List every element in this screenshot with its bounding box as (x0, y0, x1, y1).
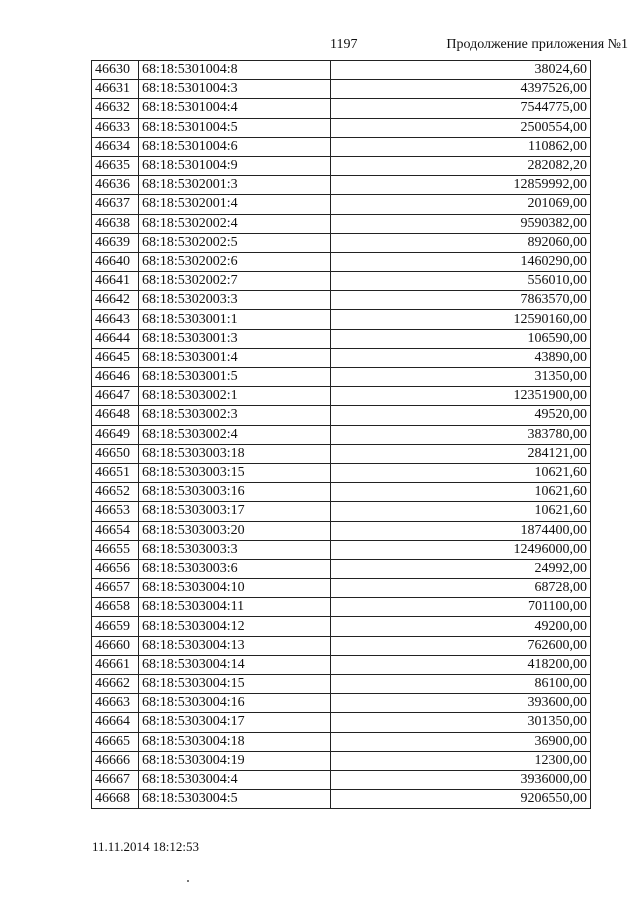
cadastral-number-cell: 68:18:5303003:3 (139, 540, 331, 559)
cadastral-number-cell: 68:18:5303001:4 (139, 348, 331, 367)
row-number-cell: 46639 (92, 233, 139, 252)
value-cell: 38024,60 (331, 61, 591, 80)
row-number-cell: 46661 (92, 655, 139, 674)
cadastral-number-cell: 68:18:5303004:11 (139, 598, 331, 617)
cadastral-number-cell: 68:18:5303003:20 (139, 521, 331, 540)
row-number-cell: 46631 (92, 80, 139, 99)
cadastral-number-cell: 68:18:5303003:18 (139, 444, 331, 463)
row-number-cell: 46640 (92, 252, 139, 271)
cadastral-number-cell: 68:18:5303004:15 (139, 675, 331, 694)
table-row (92, 368, 591, 387)
value-cell: 701100,00 (331, 598, 591, 617)
cadastral-number-cell: 68:18:5302001:3 (139, 176, 331, 195)
row-number-cell: 46637 (92, 195, 139, 214)
table-body (92, 61, 591, 809)
table-row (92, 137, 591, 156)
value-cell: 556010,00 (331, 272, 591, 291)
row-number-cell: 46656 (92, 559, 139, 578)
table-row (92, 444, 591, 463)
value-cell: 7863570,00 (331, 291, 591, 310)
table-row (92, 790, 591, 809)
scan-dot-mark (187, 880, 189, 882)
row-number-cell: 46638 (92, 214, 139, 233)
table-row (92, 310, 591, 329)
cadastral-number-cell: 68:18:5301004:8 (139, 61, 331, 80)
row-number-cell: 46633 (92, 118, 139, 137)
table-row (92, 770, 591, 789)
row-number-cell: 46642 (92, 291, 139, 310)
cadastral-number-cell: 68:18:5302002:7 (139, 272, 331, 291)
table-row (92, 598, 591, 617)
row-number-cell: 46643 (92, 310, 139, 329)
page-caption: Продолжение приложения №1 (446, 37, 628, 52)
row-number-cell: 46635 (92, 156, 139, 175)
value-cell: 10621,60 (331, 483, 591, 502)
value-cell: 36900,00 (331, 732, 591, 751)
cadastral-number-cell: 68:18:5303002:4 (139, 425, 331, 444)
row-number-cell: 46657 (92, 579, 139, 598)
value-cell: 418200,00 (331, 655, 591, 674)
cadastral-number-cell: 68:18:5301004:9 (139, 156, 331, 175)
cadastral-number-cell: 68:18:5303002:1 (139, 387, 331, 406)
value-cell: 282082,20 (331, 156, 591, 175)
value-cell: 106590,00 (331, 329, 591, 348)
row-number-cell: 46630 (92, 61, 139, 80)
cadastral-number-cell: 68:18:5303004:17 (139, 713, 331, 732)
value-cell: 1460290,00 (331, 252, 591, 271)
cadastral-number-cell: 68:18:5301004:4 (139, 99, 331, 118)
table-row (92, 387, 591, 406)
cadastral-number-cell: 68:18:5303004:5 (139, 790, 331, 809)
table-row (92, 502, 591, 521)
table-row (92, 463, 591, 482)
row-number-cell: 46651 (92, 463, 139, 482)
cadastral-number-cell: 68:18:5302002:5 (139, 233, 331, 252)
print-timestamp: 11.11.2014 18:12:53 (92, 839, 200, 854)
row-number-cell: 46664 (92, 713, 139, 732)
row-number-cell: 46652 (92, 483, 139, 502)
value-cell: 86100,00 (331, 675, 591, 694)
value-cell: 383780,00 (331, 425, 591, 444)
table-row (92, 521, 591, 540)
table-row (92, 272, 591, 291)
table-row (92, 540, 591, 559)
row-number-cell: 46654 (92, 521, 139, 540)
value-cell: 284121,00 (331, 444, 591, 463)
table-row (92, 195, 591, 214)
page-number: 1197 (330, 37, 358, 52)
table-row (92, 579, 591, 598)
cadastral-number-cell: 68:18:5303003:6 (139, 559, 331, 578)
row-number-cell: 46662 (92, 675, 139, 694)
row-number-cell: 46653 (92, 502, 139, 521)
value-cell: 201069,00 (331, 195, 591, 214)
table-row (92, 252, 591, 271)
table-row (92, 329, 591, 348)
row-number-cell: 46646 (92, 368, 139, 387)
value-cell: 9590382,00 (331, 214, 591, 233)
row-number-cell: 46647 (92, 387, 139, 406)
cadastral-number-cell: 68:18:5302002:6 (139, 252, 331, 271)
row-number-cell: 46636 (92, 176, 139, 195)
value-cell: 2500554,00 (331, 118, 591, 137)
value-cell: 393600,00 (331, 694, 591, 713)
cadastral-number-cell: 68:18:5303001:5 (139, 368, 331, 387)
row-number-cell: 46632 (92, 99, 139, 118)
cadastral-number-cell: 68:18:5303004:10 (139, 579, 331, 598)
cadastral-number-cell: 68:18:5303004:18 (139, 732, 331, 751)
table-row (92, 483, 591, 502)
cadastral-number-cell: 68:18:5303002:3 (139, 406, 331, 425)
table-row (92, 99, 591, 118)
cadastral-number-cell: 68:18:5301004:6 (139, 137, 331, 156)
value-cell: 10621,60 (331, 463, 591, 482)
table-row (92, 675, 591, 694)
value-cell: 12590160,00 (331, 310, 591, 329)
cadastral-number-cell: 68:18:5303003:15 (139, 463, 331, 482)
table-row (92, 559, 591, 578)
table-row (92, 291, 591, 310)
value-cell: 12351900,00 (331, 387, 591, 406)
row-number-cell: 46660 (92, 636, 139, 655)
table-row (92, 80, 591, 99)
table-row (92, 425, 591, 444)
cadastral-number-cell: 68:18:5302002:4 (139, 214, 331, 233)
cadastral-number-cell: 68:18:5301004:3 (139, 80, 331, 99)
row-number-cell: 46634 (92, 137, 139, 156)
row-number-cell: 46668 (92, 790, 139, 809)
table-row (92, 156, 591, 175)
value-cell: 24992,00 (331, 559, 591, 578)
cadastral-number-cell: 68:18:5302003:3 (139, 291, 331, 310)
table-row (92, 751, 591, 770)
table-row (92, 713, 591, 732)
cadastral-number-cell: 68:18:5303004:12 (139, 617, 331, 636)
table-row (92, 732, 591, 751)
table-row (92, 176, 591, 195)
row-number-cell: 46655 (92, 540, 139, 559)
value-cell: 49520,00 (331, 406, 591, 425)
table-row (92, 348, 591, 367)
cadastral-number-cell: 68:18:5302001:4 (139, 195, 331, 214)
row-number-cell: 46641 (92, 272, 139, 291)
row-number-cell: 46658 (92, 598, 139, 617)
value-cell: 1874400,00 (331, 521, 591, 540)
table-row (92, 118, 591, 137)
value-cell: 43890,00 (331, 348, 591, 367)
row-number-cell: 46667 (92, 770, 139, 789)
cadastral-number-cell: 68:18:5303001:3 (139, 329, 331, 348)
table-row (92, 617, 591, 636)
table-row (92, 61, 591, 80)
cadastral-number-cell: 68:18:5303004:4 (139, 770, 331, 789)
cadastral-number-cell: 68:18:5303004:19 (139, 751, 331, 770)
cadastral-number-cell: 68:18:5303004:16 (139, 694, 331, 713)
row-number-cell: 46648 (92, 406, 139, 425)
data-table (91, 60, 591, 809)
table-row (92, 636, 591, 655)
value-cell: 49200,00 (331, 617, 591, 636)
table-row (92, 406, 591, 425)
table-row (92, 233, 591, 252)
value-cell: 12300,00 (331, 751, 591, 770)
row-number-cell: 46659 (92, 617, 139, 636)
value-cell: 68728,00 (331, 579, 591, 598)
row-number-cell: 46645 (92, 348, 139, 367)
value-cell: 10621,60 (331, 502, 591, 521)
cadastral-number-cell: 68:18:5303004:13 (139, 636, 331, 655)
cadastral-number-cell: 68:18:5301004:5 (139, 118, 331, 137)
row-number-cell: 46666 (92, 751, 139, 770)
row-number-cell: 46649 (92, 425, 139, 444)
value-cell: 9206550,00 (331, 790, 591, 809)
table-row (92, 214, 591, 233)
table-row (92, 655, 591, 674)
value-cell: 12859992,00 (331, 176, 591, 195)
row-number-cell: 46644 (92, 329, 139, 348)
value-cell: 4397526,00 (331, 80, 591, 99)
value-cell: 31350,00 (331, 368, 591, 387)
value-cell: 12496000,00 (331, 540, 591, 559)
row-number-cell: 46650 (92, 444, 139, 463)
cadastral-number-cell: 68:18:5303003:17 (139, 502, 331, 521)
cadastral-number-cell: 68:18:5303003:16 (139, 483, 331, 502)
cadastral-number-cell: 68:18:5303001:1 (139, 310, 331, 329)
value-cell: 301350,00 (331, 713, 591, 732)
value-cell: 892060,00 (331, 233, 591, 252)
row-number-cell: 46663 (92, 694, 139, 713)
row-number-cell: 46665 (92, 732, 139, 751)
value-cell: 7544775,00 (331, 99, 591, 118)
cadastral-number-cell: 68:18:5303004:14 (139, 655, 331, 674)
value-cell: 110862,00 (331, 137, 591, 156)
table-row (92, 694, 591, 713)
value-cell: 3936000,00 (331, 770, 591, 789)
value-cell: 762600,00 (331, 636, 591, 655)
